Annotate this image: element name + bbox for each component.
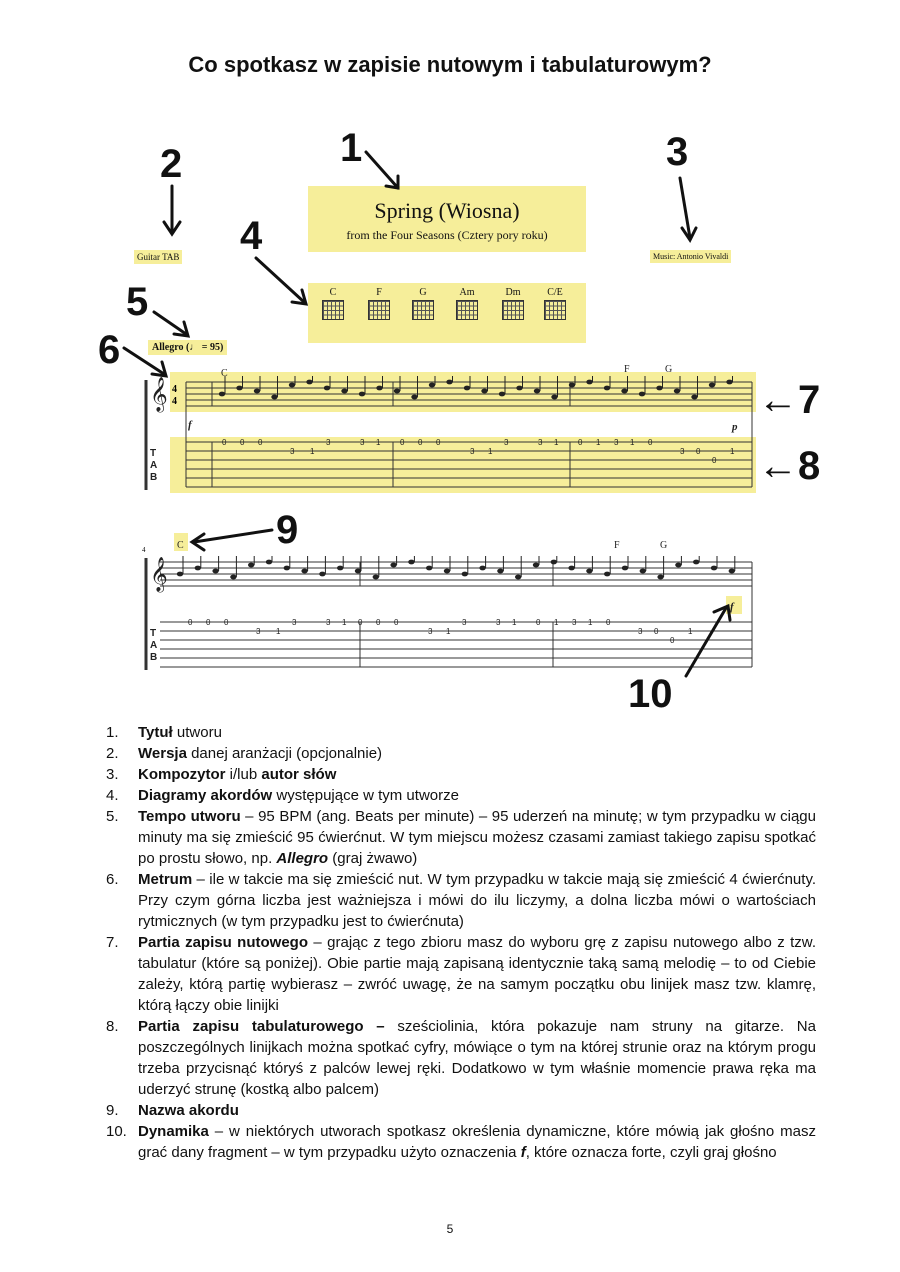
notehead: [479, 566, 485, 571]
legend-item: 2. Wersja danej aranżacji (opcjonalnie): [106, 745, 383, 762]
svg-text:4: 4: [172, 396, 177, 407]
tab-number: 1: [596, 438, 601, 447]
notehead: [446, 380, 452, 385]
tab-number: 0: [436, 438, 441, 447]
composer-label: Music: Antonio Vivaldi: [650, 250, 731, 263]
tab-number: 1: [630, 438, 635, 447]
tab-number: 1: [512, 618, 517, 627]
marker-1: 1: [340, 126, 363, 170]
svg-text:𝄞: 𝄞: [150, 377, 168, 412]
legend-item: 3. Kompozytor i/lub autor słów: [106, 766, 337, 783]
notehead: [177, 572, 183, 577]
legend-item: 9. Nazwa akordu: [106, 1102, 239, 1119]
notehead: [236, 386, 242, 391]
notehead: [640, 569, 646, 574]
svg-text:B: B: [150, 472, 158, 483]
tab-number: 3: [538, 438, 543, 447]
notehead: [319, 572, 325, 577]
svg-text:B: B: [150, 652, 158, 663]
chord-diagram: F: [364, 287, 394, 320]
tab-number: 3: [470, 447, 475, 456]
legend-item: 1. Tytuł utworu: [106, 724, 222, 741]
notehead: [408, 560, 414, 565]
tab-number: 1: [554, 438, 559, 447]
tab-number: 0: [418, 438, 423, 447]
notehead: [376, 386, 382, 391]
tempo-marking: Allegro (♩ = 95): [148, 340, 227, 355]
notehead: [284, 566, 290, 571]
notehead: [622, 566, 628, 571]
notehead: [674, 389, 680, 394]
legend-item: 6. Metrum – ile w takcie ma się zmieścić nut. W tym przypadku w takcie mają się zmieścić 4 ćwierćnuty. Przy czym górna liczba jest ważniejsza i mówi do ilu liczymy, a dolna liczba mówi o wartościach rytmicznych (w tym przypadku jest to ćwierćnuta): [106, 871, 816, 930]
marker-3: 3: [666, 130, 689, 174]
tab-number: 3: [462, 618, 467, 627]
legend-list: [106, 722, 816, 1163]
notehead: [230, 575, 236, 580]
tab-number: 0: [258, 438, 263, 447]
tab-number: 3: [290, 447, 295, 456]
notehead: [301, 569, 307, 574]
tab-number: 0: [654, 627, 659, 636]
notehead: [411, 395, 417, 400]
svg-text:𝄞: 𝄞: [150, 557, 168, 592]
tab-number: 0: [206, 618, 211, 627]
notehead: [359, 392, 365, 397]
tab-number: 0: [394, 618, 399, 627]
chord-diagram: Am: [452, 287, 482, 320]
notehead: [693, 560, 699, 565]
chord-name: F: [614, 540, 620, 551]
notehead: [337, 566, 343, 571]
svg-text:T: T: [150, 448, 157, 459]
notehead: [394, 389, 400, 394]
tab-number: 1: [342, 618, 347, 627]
notehead: [515, 575, 521, 580]
tab-number: 0: [578, 438, 583, 447]
dynamic-mark: f: [730, 601, 734, 613]
notehead: [568, 566, 574, 571]
tab-number: 3: [326, 618, 331, 627]
tab-number: 3: [360, 438, 365, 447]
chord-name: F: [624, 364, 630, 375]
notehead: [373, 575, 379, 580]
notehead: [709, 383, 715, 388]
chord-name: C: [177, 540, 184, 551]
chord-diagram: G: [408, 287, 438, 320]
notehead: [675, 563, 681, 568]
notehead: [429, 383, 435, 388]
tab-number: 3: [680, 447, 685, 456]
notehead: [533, 563, 539, 568]
notehead: [497, 569, 503, 574]
song-title: Spring (Wiosna): [374, 198, 520, 223]
notehead: [569, 383, 575, 388]
tab-number: 0: [188, 618, 193, 627]
tab-number: 3: [638, 627, 643, 636]
svg-text:4: 4: [172, 384, 177, 395]
notehead: [711, 566, 717, 571]
notehead: [219, 392, 225, 397]
tab-number: 3: [256, 627, 261, 636]
chord-diagram: C: [318, 287, 348, 320]
version-label: Guitar TAB: [134, 250, 182, 264]
notehead: [516, 386, 522, 391]
page-title: Co spotkasz w zapisie nutowym i tabulaturowym?: [188, 52, 712, 77]
tab-number: 3: [572, 618, 577, 627]
notehead: [481, 389, 487, 394]
tab-number: 3: [614, 438, 619, 447]
chord-name: G: [665, 364, 673, 375]
chord-name: C: [221, 368, 228, 379]
svg-text:A: A: [150, 460, 158, 471]
notehead: [691, 395, 697, 400]
legend-item: 5. Tempo utworu – 95 BPM (ang. Beats per minute) – 95 uderzeń na minutę; w tym przypadku w ciągu minuty ma się zmieścić 95 ćwierćnut. W tym miejscu możesz czasami zamiast takiego zapisu spotkać po prostu słowo, np. Allegro (graj żwawo): [106, 808, 816, 867]
tab-number: 1: [488, 447, 493, 456]
tab-number: 0: [536, 618, 541, 627]
notehead: [586, 569, 592, 574]
svg-text:A: A: [150, 640, 158, 651]
tab-number: 0: [222, 438, 227, 447]
notehead: [324, 386, 330, 391]
marker-9: 9: [276, 508, 299, 552]
tab-number: 3: [504, 438, 509, 447]
notehead: [499, 392, 505, 397]
notehead: [444, 569, 450, 574]
notehead: [726, 380, 732, 385]
chord-name: G: [660, 540, 668, 551]
notehead: [534, 389, 540, 394]
tab-number: 3: [496, 618, 501, 627]
tab-number: 0: [648, 438, 653, 447]
tab-number: 1: [588, 618, 593, 627]
notehead: [656, 386, 662, 391]
notehead: [355, 569, 361, 574]
tab-number: 1: [554, 618, 559, 627]
legend-item: 8. Partia zapisu tabulaturowego – sześciolinia, która pokazuje nam struny na gitarze. Na poszczególnych linijkach można spotkać cyfry, mówiące o tym na której strunie oraz na którym progu trzeba przycisnąć któryś z palców lewej ręki. Dodatkowo w tym właśnie momencie prawa ręka ma uderzyć strunę (kostką albo palcem): [106, 1018, 816, 1098]
legend-item: 4. Diagramy akordów występujące w tym utworze: [106, 787, 459, 804]
notehead: [551, 395, 557, 400]
notehead: [551, 560, 557, 565]
tab-number: 1: [276, 627, 281, 636]
tab-number: 1: [446, 627, 451, 636]
tab-number: 3: [292, 618, 297, 627]
chord-diagram: C/E: [540, 287, 570, 320]
notehead: [289, 383, 295, 388]
marker-7: ←7: [758, 378, 821, 422]
notehead: [266, 560, 272, 565]
legend-item: 10. Dynamika – w niektórych utworach spotkasz określenia dynamiczne, które mówią jak głośno masz grać dany fragment – w tym przypadku użyto oznaczenia f, które oznacza forte, czyli graj głośno: [106, 1123, 816, 1161]
svg-text:T: T: [150, 628, 157, 639]
tab-number: 1: [688, 627, 693, 636]
notehead: [639, 392, 645, 397]
notehead: [212, 569, 218, 574]
notehead: [271, 395, 277, 400]
marker-4: 4: [240, 214, 263, 258]
tab-number: 1: [730, 447, 735, 456]
tab-number: 1: [376, 438, 381, 447]
page-number: 5: [446, 1222, 454, 1236]
notehead: [604, 386, 610, 391]
notehead: [248, 563, 254, 568]
tab-number: 0: [376, 618, 381, 627]
notehead: [604, 572, 610, 577]
notehead: [462, 572, 468, 577]
notehead: [729, 569, 735, 574]
tab-number: 0: [606, 618, 611, 627]
notehead: [390, 563, 396, 568]
song-subtitle: from the Four Seasons (Cztery pory roku): [346, 228, 548, 242]
tab-number: 1: [310, 447, 315, 456]
notehead: [254, 389, 260, 394]
tab-number: 0: [670, 636, 675, 645]
notehead: [586, 380, 592, 385]
svg-text:4: 4: [142, 546, 146, 554]
tab-number: 0: [400, 438, 405, 447]
notehead: [306, 380, 312, 385]
tab-number: 0: [712, 456, 717, 465]
tab-number: 0: [240, 438, 245, 447]
tab-number: 0: [358, 618, 363, 627]
marker-6: 6: [98, 328, 121, 372]
notehead: [657, 575, 663, 580]
marker-5: 5: [126, 280, 149, 324]
tab-number: 0: [224, 618, 229, 627]
notehead: [195, 566, 201, 571]
notehead: [464, 386, 470, 391]
marker-2: 2: [160, 142, 183, 186]
dynamic-mark: f: [188, 419, 192, 431]
dynamic-mark: p: [732, 421, 738, 433]
notehead: [341, 389, 347, 394]
marker-10: 10: [628, 672, 673, 716]
tab-number: 3: [326, 438, 331, 447]
tab-number: 0: [696, 447, 701, 456]
notehead: [621, 389, 627, 394]
marker-8: ←8: [758, 444, 821, 488]
notehead: [426, 566, 432, 571]
chord-diagram: Dm: [498, 287, 528, 320]
tab-number: 3: [428, 627, 433, 636]
legend-item: 7. Partia zapisu nutowego – grając z tego zbioru masz do wyboru grę z zapisu nutowego albo z tzw. tabulatur (które są poniżej). Obie partie mają zapisaną identycznie taką samą melodię – to od Ciebie zależy, którą partię wybierasz – zwróć uwagę, że na samym początku obu linijek masz tzw. klamrę, którą łączy obie linijki: [106, 934, 816, 1014]
